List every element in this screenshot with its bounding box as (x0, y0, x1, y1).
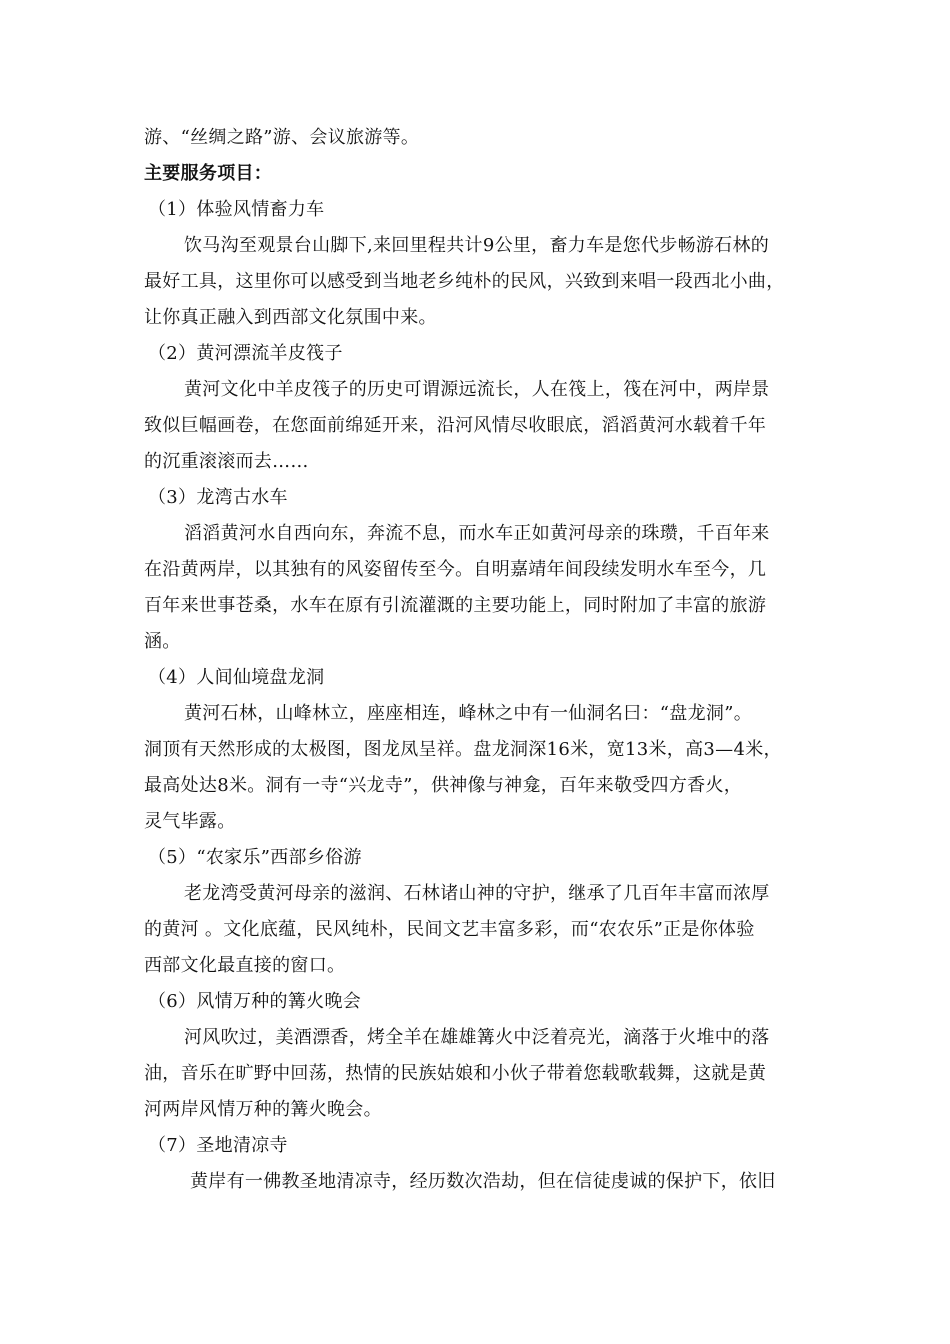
paragraph-line: 最高处达8米。洞有一寺“兴龙寺”，供神像与神龛，百年来敬受四方香火， (144, 775, 743, 796)
item-heading: （5）“农家乐”西部乡俗游 (148, 847, 362, 868)
paragraph-line: 老龙湾受黄河母亲的滋润、石林诸山神的守护，继承了几百年丰富而浓厚 (184, 883, 770, 904)
section-heading: 主要服务项目： (144, 163, 273, 184)
paragraph-line: 的沉重滚滚而去…… (144, 451, 309, 472)
paragraph-line: 百年来世事苍桑，水车在原有引流灌溉的主要功能上，同时附加了丰富的旅游 (144, 595, 767, 616)
paragraph-line: 的黄河 。文化底蕴，民风纯朴，民间文艺丰富多彩，而“农农乐”正是你体验 (144, 919, 755, 940)
paragraph-line: 黄河文化中羊皮筏子的历史可谓源远流长，人在筏上，筏在河中，两岸景 (184, 379, 770, 400)
paragraph-line: 河风吹过，美酒漂香，烤全羊在雄雄篝火中泛着亮光，滴落于火堆中的落 (184, 1027, 770, 1048)
paragraph-line: 饮马沟至观景台山脚下,来回里程共计9公里，畜力车是您代步畅游石林的 (184, 235, 770, 256)
item-heading: （6）风情万种的篝火晚会 (148, 991, 362, 1012)
paragraph-line: 涵。 (144, 631, 181, 652)
paragraph-line: 黄河石林，山峰林立，座座相连，峰林之中有一仙洞名曰：“盘龙洞”。 (184, 703, 753, 724)
paragraph-line: 滔滔黄河水自西向东，奔流不息，而水车正如黄河母亲的珠瓒，千百年来 (184, 523, 770, 544)
paragraph-line: 油，音乐在旷野中回荡，热情的民族姑娘和小伙子带着您载歌载舞，这就是黄 (144, 1063, 767, 1084)
paragraph-line: 黄岸有一佛教圣地清凉寺，经历数次浩劫，但在信徒虔诚的保护下，依旧 (190, 1171, 776, 1192)
paragraph-line: 游、“丝绸之路”游、会议旅游等。 (144, 127, 420, 148)
item-heading: （2）黄河漂流羊皮筏子 (148, 343, 343, 364)
item-heading: （3）龙湾古水车 (148, 487, 288, 508)
paragraph-line: 西部文化最直接的窗口。 (144, 955, 346, 976)
paragraph-line: 让你真正融入到西部文化氛围中来。 (144, 307, 437, 328)
item-heading: （1）体验风情畜力车 (148, 199, 325, 220)
paragraph-line: 灵气毕露。 (144, 811, 236, 832)
paragraph-line: 在沿黄两岸，以其独有的风姿留传至今。自明嘉靖年间段续发明水车至今，几 (144, 559, 767, 580)
paragraph-line: 洞顶有天然形成的太极图，图龙凤呈祥。盘龙洞深16米，宽13米，高3—4米， (144, 739, 782, 760)
item-heading: （4）人间仙境盘龙洞 (148, 667, 325, 688)
paragraph-line: 河两岸风情万种的篝火晚会。 (144, 1099, 382, 1120)
paragraph-line: 最好工具，这里你可以感受到当地老乡纯朴的民风，兴致到来唱一段西北小曲， (144, 271, 785, 292)
item-heading: （7）圣地清凉寺 (148, 1135, 288, 1156)
paragraph-line: 致似巨幅画卷，在您面前绵延开来，沿河风情尽收眼底，滔滔黄河水载着千年 (144, 415, 767, 436)
